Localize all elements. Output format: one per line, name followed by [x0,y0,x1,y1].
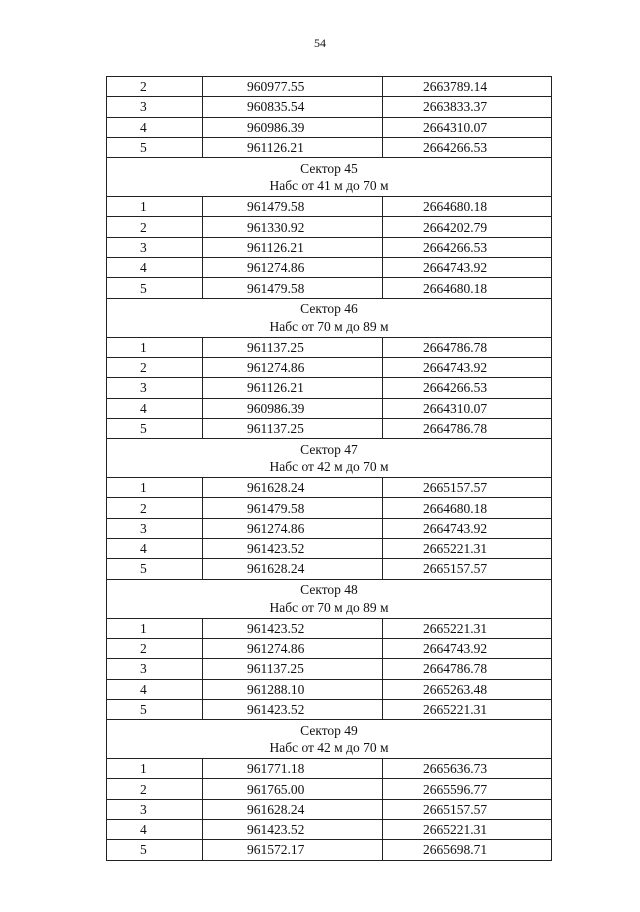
coord-x: 961479.58 [203,197,383,217]
coord-x: 961479.58 [203,278,383,298]
coord-x: 961126.21 [203,378,383,398]
point-number: 4 [107,398,203,418]
point-number: 1 [107,197,203,217]
table-row [107,618,552,638]
coord-y: 2665221.31 [383,539,552,559]
table-row [107,679,552,699]
coord-y: 2665596.77 [383,779,552,799]
coord-y: 2665221.31 [383,618,552,638]
sector-header [107,298,552,337]
sector-title: Сектор 45 [300,160,358,176]
coord-x: 961765.00 [203,779,383,799]
coord-x: 960835.54 [203,97,383,117]
point-number: 2 [107,357,203,377]
coord-y: 2665157.57 [383,478,552,498]
coord-x: 961288.10 [203,679,383,699]
coordinates-table-body [107,77,552,861]
coord-x: 961572.17 [203,840,383,860]
point-number: 5 [107,418,203,438]
table-row [107,498,552,518]
sector-height-range: Набс от 70 м до 89 м [269,599,389,615]
point-number: 5 [107,840,203,860]
point-number: 3 [107,518,203,538]
point-number: 2 [107,779,203,799]
coord-y: 2664202.79 [383,217,552,237]
coord-x: 961423.52 [203,820,383,840]
coord-y: 2664786.78 [383,659,552,679]
coord-y: 2664266.53 [383,137,552,157]
point-number: 5 [107,559,203,579]
table-row [107,659,552,679]
table-row [107,840,552,860]
coord-x: 961423.52 [203,539,383,559]
sector-header [107,720,552,759]
point-number: 1 [107,759,203,779]
coord-x: 961274.86 [203,258,383,278]
sector-title: Сектор 48 [300,582,358,598]
coord-y: 2664310.07 [383,398,552,418]
coord-y: 2664680.18 [383,498,552,518]
point-number: 3 [107,659,203,679]
coord-y: 2664743.92 [383,258,552,278]
table-row [107,217,552,237]
sector-title: Сектор 47 [300,441,358,457]
table-row [107,357,552,377]
coord-y: 2665221.31 [383,699,552,719]
coord-x: 961126.21 [203,237,383,257]
coord-y: 2664266.53 [383,378,552,398]
coord-x: 961628.24 [203,478,383,498]
point-number: 4 [107,258,203,278]
coord-y: 2664266.53 [383,237,552,257]
table-row [107,518,552,538]
table-row [107,137,552,157]
coordinates-table [106,76,552,861]
table-row [107,237,552,257]
table-row [107,539,552,559]
coord-x: 961330.92 [203,217,383,237]
table-row [107,478,552,498]
point-number: 1 [107,478,203,498]
coord-y: 2664310.07 [383,117,552,137]
coord-x: 960986.39 [203,398,383,418]
point-number: 4 [107,820,203,840]
sector-header [107,439,552,478]
coord-x: 961126.21 [203,137,383,157]
point-number: 1 [107,618,203,638]
point-number: 3 [107,97,203,117]
coord-x: 961628.24 [203,799,383,819]
coord-y: 2664743.92 [383,518,552,538]
sector-header [107,158,552,197]
coord-x: 961423.52 [203,699,383,719]
sector-header-row [107,298,552,337]
table-row [107,799,552,819]
coord-y: 2664786.78 [383,337,552,357]
page-number: 54 [314,36,326,50]
point-number: 4 [107,679,203,699]
sector-height-range: Набс от 41 м до 70 м [269,178,389,194]
coord-y: 2664743.92 [383,638,552,658]
coord-x: 961274.86 [203,518,383,538]
table-row [107,398,552,418]
coord-y: 2664743.92 [383,357,552,377]
point-number: 2 [107,217,203,237]
coord-y: 2665263.48 [383,679,552,699]
table-row [107,559,552,579]
coord-y: 2664680.18 [383,278,552,298]
sector-height-range: Набс от 42 м до 70 м [269,459,389,475]
coord-y: 2665698.71 [383,840,552,860]
sector-title: Сектор 49 [300,722,358,738]
table-row [107,337,552,357]
coord-y: 2665157.57 [383,559,552,579]
table-row [107,820,552,840]
coord-y: 2664786.78 [383,418,552,438]
coord-x: 961771.18 [203,759,383,779]
table-row [107,278,552,298]
sector-title: Сектор 46 [300,301,358,317]
coord-x: 961423.52 [203,618,383,638]
table-row [107,418,552,438]
table-row [107,638,552,658]
table-row [107,197,552,217]
coord-x: 961137.25 [203,418,383,438]
point-number: 2 [107,638,203,658]
table-row [107,77,552,97]
table-row [107,97,552,117]
point-number: 5 [107,278,203,298]
point-number: 4 [107,539,203,559]
coord-x: 961137.25 [203,337,383,357]
coord-x: 960986.39 [203,117,383,137]
coord-y: 2665221.31 [383,820,552,840]
point-number: 4 [107,117,203,137]
point-number: 2 [107,77,203,97]
coord-y: 2664680.18 [383,197,552,217]
coord-x: 961479.58 [203,498,383,518]
point-number: 5 [107,137,203,157]
point-number: 5 [107,699,203,719]
point-number: 3 [107,237,203,257]
table-row [107,759,552,779]
sector-header-row [107,158,552,197]
coord-y: 2665157.57 [383,799,552,819]
table-row [107,779,552,799]
coord-x: 961274.86 [203,357,383,377]
table-row [107,117,552,137]
coord-x: 961137.25 [203,659,383,679]
table-row [107,699,552,719]
table-row [107,378,552,398]
coord-x: 961274.86 [203,638,383,658]
sector-header [107,579,552,618]
coord-y: 2663833.37 [383,97,552,117]
sector-header-row [107,720,552,759]
point-number: 1 [107,337,203,357]
sector-header-row [107,579,552,618]
table-row [107,258,552,278]
coord-y: 2663789.14 [383,77,552,97]
point-number: 3 [107,799,203,819]
point-number: 3 [107,378,203,398]
coord-y: 2665636.73 [383,759,552,779]
coord-x: 960977.55 [203,77,383,97]
coord-x: 961628.24 [203,559,383,579]
point-number: 2 [107,498,203,518]
sector-height-range: Набс от 42 м до 70 м [269,740,389,756]
sector-height-range: Набс от 70 м до 89 м [269,318,389,334]
sector-header-row [107,439,552,478]
